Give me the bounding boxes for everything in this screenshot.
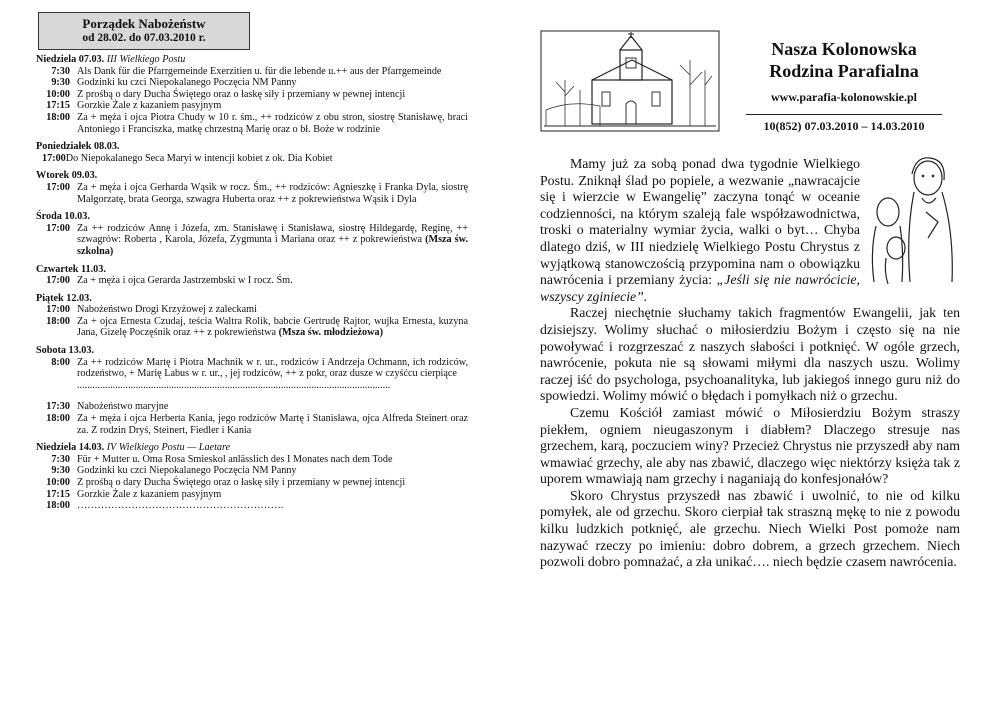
mass-row — [36, 182, 468, 205]
mass-intention-text: ........................................................................................................................... — [77, 379, 391, 391]
article-paragraph-2: Raczej niechętnie słuchamy takich fragmentów Ewangelii, jak ten dzisiejszy. Wolimy słuchać o miłosierdziu Bożym i często się na nie powoływać i rozgrzeszać z naszych słabości i potknięć. W ogóle grzech, nawrócenie, pokuta nie są słowami miłymi dla naszych uszu. Wolimy raczej iść do psychologa, psychoanalityka, lub jakiegoś innego guru niż do spowiedzi. Wolimy mówić o błędach i pomyłkach niż o grzechu. — [540, 305, 960, 404]
mass-intention — [77, 182, 468, 205]
mass-time: 17:15 — [46, 488, 70, 500]
mass-intention-text: Za + męża i ojca Gerharda Wąsik w rocz. Śm., ++ rodziców: Agnieszkę i Franka Dyla, siostrę Małgorzatę, brata Georga, szwagra Huberta oraz ++ z pokrewieństwa Wąsik i Dyla — [77, 181, 468, 205]
schedule-day — [36, 211, 468, 257]
schedule-day-heading — [36, 345, 468, 357]
mass-row — [36, 223, 468, 258]
mass-time: 18:00 — [46, 413, 70, 425]
mass-intention — [77, 66, 468, 78]
mass-intention — [77, 477, 468, 489]
schedule-day-heading — [36, 54, 468, 66]
schedule-title-box — [38, 12, 250, 50]
mass-intention-text: Godzinki ku czci Niepokalanego Poczęcia NM Panny — [77, 77, 297, 89]
article-paragraph-4: Skoro Chrystus przyszedł nas zbawić i uwolnić, to nie od kilku pomyłek, ale od grzechu. Skoro cierpiał tak straszną mękę to nie z powodu kilku ludzkich potknięć, ale grzechu. Niech Wielki Post pomoże nam nazywać rzeczy po imieniu: dobro dobrem, a grzech grzechem. Niech pozwoli dobro pomnażać, a zła unikać…. niech będzie czasem nawrócenia. — [540, 487, 960, 570]
schedule-day-heading — [36, 264, 468, 276]
mass-intention-text: Z prośbą o dary Ducha Świętego oraz o łaskę siły i przemiany w pewnej intencji — [77, 477, 406, 488]
mass-time: 7:30 — [51, 65, 70, 77]
mass-time: 17:00 — [46, 181, 70, 193]
mass-intention — [77, 380, 468, 392]
mass-time: 17:00 — [46, 222, 70, 234]
issue-number-dates: 10(852) 07.03.2010 – 14.03.2010 — [746, 114, 942, 134]
mass-intention-text: Als Dank für die Pfarrgemeinde Exerzitien u. für die lebende u.++ aus der Pfarrgemeinde — [77, 65, 442, 77]
mass-row — [36, 89, 468, 101]
schedule-date-range: od 28.02. do 07.03.2010 r. — [82, 32, 206, 44]
mass-intention — [77, 500, 468, 512]
mass-time: 18:00 — [46, 500, 70, 512]
mass-intention-text: Nabożeństwo maryjne — [77, 401, 169, 413]
masthead — [728, 38, 960, 135]
mass-row — [36, 454, 468, 466]
mass-row — [36, 316, 468, 339]
schedule-day — [36, 264, 468, 287]
mass-row — [36, 304, 468, 316]
day-name: Poniedziałek 08.03. — [36, 141, 120, 153]
schedule-title: Porządek Nabożeństw — [82, 16, 206, 31]
mass-intention-text: ……………………………………………………. — [77, 500, 284, 512]
mass-intention — [77, 223, 468, 258]
mass-time — [36, 380, 77, 392]
day-name: Wtorek 09.03. — [36, 170, 98, 182]
mass-intention — [77, 413, 468, 436]
lent-article — [540, 156, 960, 571]
mass-row — [36, 357, 468, 380]
mass-time: 17:30 — [46, 401, 70, 413]
mass-time: 17:15 — [46, 100, 70, 112]
mass-intention: Do Niepokalanego Seca Maryi w intencji kobiet z ok. Dia Kobiet — [65, 152, 333, 164]
mass-row — [36, 465, 468, 477]
mass-time: 9:30 — [51, 465, 70, 477]
day-name: Sobota 13.03. — [36, 345, 95, 357]
mass-intention-text: Gorzkie Żale z kazaniem pasyjnym — [77, 488, 222, 500]
mass-time: 9:30 — [51, 77, 70, 89]
day-feast: III Wielkiego Postu — [106, 54, 186, 65]
church-illustration — [540, 30, 720, 132]
article-paragraph-3: Czemu Kościół zamiast mówić o Miłosierdziu Bożym straszy piekłem, ogniem nieugaszonym i diabłem? Dlaczego stresuje nas grzechem, karą, poczuciem winy? Przecież Chrystus nie przyszedł aby nam wmawiać grzechy, ale aby nas zbawić, dlaczego więc niektórzy księża tak z uporem wmawiają nam grzechy i naganiają do konfesjonałów? — [540, 404, 960, 487]
article-p1-text: Mamy już za sobą ponad dwa tygodnie Wielkiego Postu. Zniknął ślad po popiele, a wezwanie „nawracajcie się i wierzcie w Ewangelię” zaczyna tonąć w oceanie codzienności, na którym szaleją fale współzawodnictwa, troski o materialny wymiar życia, walki o byt… Chyba dlatego dziś, w III niedzielę Wielkiego Postu Chrystus z wyjątkową stanowczością przypomina nam o obowiązku nawrócenia i przemiany życia: — [540, 156, 860, 288]
schedule-column — [36, 12, 468, 512]
mass-intention — [77, 454, 468, 466]
mass-row — [36, 275, 468, 287]
mass-intention — [77, 275, 468, 287]
schedule-day — [36, 170, 468, 205]
day-name: Czwartek 11.03. — [36, 263, 106, 275]
mass-intention-text: Gorzkie Żale z kazaniem pasyjnym — [77, 100, 222, 112]
mass-note: (Msza św. młodzieżowa) — [278, 327, 383, 339]
mass-intention-text: Za ++ rodziców Martę i Piotra Machnik w r. ur., rodziców i Andrzeja Ochmann, ich rodziców, rodzeństwo, + Marię Labus w r. ur., , jej rodziców, ++ z pokr, oraz dusze w czyśćcu cierpiące — [77, 356, 468, 380]
day-name: Środa 10.03. — [36, 211, 90, 223]
mass-time: 10:00 — [46, 88, 70, 100]
mass-time: 7:30 — [51, 453, 70, 465]
schedule-day-heading — [36, 211, 468, 223]
mass-intention-text: Za + męża i ojca Herberta Kania, jego rodziców Martę i Stanisława, ojca Alfreda Steinert oraz za. Z rodzin Dryś, Steinert, Fiedler i Kania — [77, 413, 468, 436]
mass-time: 18:00 — [46, 315, 70, 327]
schedule-day-heading — [36, 141, 468, 153]
mass-intention — [77, 304, 468, 316]
mass-intention — [77, 401, 468, 413]
day-name: Niedziela 07.03. — [36, 54, 105, 65]
schedule-day-heading — [36, 170, 468, 182]
mass-row — [36, 380, 468, 392]
mass-row — [36, 489, 468, 501]
mass-intention-text: Godzinki ku czci Niepokalanego Poczęcia NM Panny — [77, 465, 297, 477]
schedule-day — [36, 345, 468, 436]
schedule-day-heading — [36, 293, 468, 305]
mass-time: 17:00 — [46, 304, 70, 316]
article-p1-quote: „Jeśli się nie nawrócicie, wszyscy zginiecie”. — [540, 272, 860, 304]
mass-intention-text: Za + ojca Ernesta Czudaj, teścia Waltra Rolik, babcie Gertrudę Rajtor, wujka Ernesta, kuzyna Jana, Gizelę Poczęśnik oraz ++ z pokrewieństwa — [77, 315, 468, 339]
schedule-day — [36, 293, 468, 339]
mass-intention — [77, 77, 468, 89]
mass-row — [36, 500, 468, 512]
mass-intention — [77, 316, 468, 339]
masthead-title-line2: Rodzina Parafialna — [769, 61, 919, 81]
mass-intention-text: Für + Mutter u. Oma Rosa Smieskol anlässlich des I Monates nach dem Tode — [77, 453, 393, 465]
mass-intention-text: Za + męża i ojca Gerarda Jastrzembski w I rocz. Śm. — [77, 275, 293, 287]
mass-time: 18:00 — [46, 111, 70, 123]
schedule-day — [36, 442, 468, 512]
mass-intention-text: Nabożeństwo Drogi Krzyżowej z zaleckami — [77, 304, 257, 316]
schedule-days — [36, 54, 468, 512]
day-feast: IV Wielkiego Postu — Laetare — [106, 442, 231, 454]
jesus-illustration — [866, 152, 960, 287]
day-name: Niedziela 14.03. — [36, 442, 105, 454]
masthead-title-line1: Nasza Kolonowska — [771, 39, 917, 59]
mass-time: 17:00 — [46, 275, 70, 287]
mass-time: 17:00 — [42, 152, 66, 164]
mass-row — [36, 66, 468, 78]
schedule-day-heading — [36, 442, 468, 454]
mass-time: 10:00 — [46, 477, 70, 488]
day-name: Piątek 12.03. — [36, 292, 92, 304]
mass-intention — [77, 89, 468, 101]
mass-row — [36, 112, 468, 135]
mass-intention-text: Z prośbą o dary Ducha Świętego oraz o łaskę siły i przemiany w pewnej intencji — [77, 88, 406, 100]
mass-row — [36, 100, 468, 112]
mass-intention — [77, 357, 468, 380]
mass-intention-text: Za ++ rodziców Annę i Józefa, zm. Stanisławę i Stanisława, siostrę Hildegardę, Reginę, ++ szwagrów: Roberta , Karola, Józefa, Zygmunta i Mariana oraz ++ z pokrewieństwa — [77, 222, 468, 246]
mass-intention — [77, 112, 468, 135]
mass-note: (Msza św. szkolna) — [77, 234, 468, 257]
mass-intention — [77, 489, 468, 501]
parish-website: www.parafia-kolonowskie.pl — [770, 90, 918, 104]
mass-row — [36, 153, 468, 165]
schedule-day — [36, 141, 468, 164]
mass-row — [36, 401, 468, 413]
mass-row — [36, 413, 468, 436]
schedule-day — [36, 54, 468, 135]
mass-row — [36, 77, 468, 89]
mass-intention — [77, 100, 468, 112]
mass-intention-text: Za + męża i ojca Piotra Chudy w 10 r. śm., ++ rodziców z obu stron, siostrę Stanisławę, braci Antoniego i Franciszka, matkę chrzestną Marię oraz o bł. Boże w rodzinie — [77, 111, 468, 135]
mass-time: 8:00 — [51, 356, 70, 368]
mass-row — [36, 477, 468, 489]
mass-intention — [77, 465, 468, 477]
